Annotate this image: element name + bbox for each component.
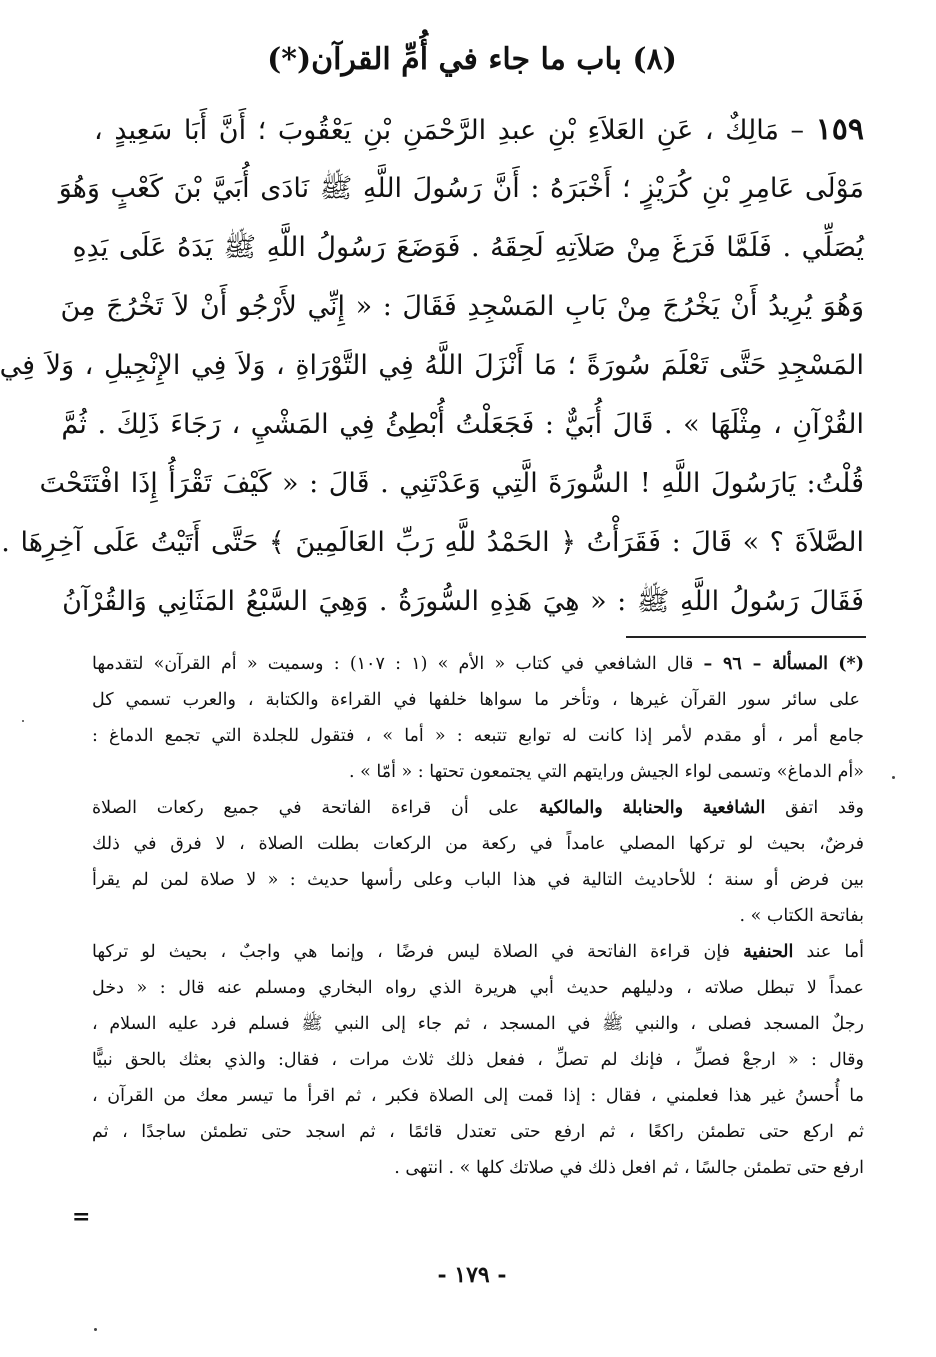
- hadith-line-3: يُصَلِّي . فَلَمَّا فَرَغَ مِنْ صَلاَتِهِ لَحِقَهُ . فَوَضَعَ رَسُولُ اللَّهِ ﷺ يَدَهُ عَلَى يَدِهِ: [72, 232, 864, 263]
- madhab-term: والحنابلة: [622, 798, 684, 818]
- chapter-title: (٨) باب ما جاء في أُمِّ القرآن(*): [267, 42, 677, 77]
- footnote-line-9: أما عند الحنفية فإن قراءة الفاتحة في الصلاة ليس فرضًا ، وإنما هي واجبٌ ، بحيث لو تركها: [92, 942, 864, 962]
- scan-speck: [892, 776, 895, 779]
- footnote-line-1-text: قال الشافعي في كتاب « الأم » (١ : ١٠٧) : وسميت « أم القرآن» لتقدمها: [92, 654, 694, 674]
- madhab-term: الحنفية: [743, 942, 794, 962]
- footnote-line-7: بين فرض أو سنة ؛ للأحاديث التالية في هذا الباب وعلى رأسها حديث : « لا صلاة لمن لم يقرأ: [92, 870, 864, 890]
- footnote-separator: [626, 636, 866, 638]
- footnote-line-5: وقد اتفق الشافعية والحنابلة والمالكية على أن قراءة الفاتحة في جميع ركعات الصلاة: [92, 798, 864, 818]
- footnote-line-11: رجلٌ المسجد فصلى ، والنبي ﷺ في المسجد ، ثم جاء إلى النبي ﷺ فسلم فرد عليه السلام ،: [92, 1014, 864, 1034]
- madhab-term: الشافعية: [702, 798, 766, 818]
- hadith-line-1: [94, 100, 864, 159]
- footnote-line-6: فرضٌ، بحيث لو تركها المصلي عامداً في ركعة من الركعات بطلت الصلاة ، لا فرق في ذلك: [92, 834, 864, 854]
- hadith-text: [0, 100, 864, 631]
- madhab-term: والمالكية: [538, 798, 603, 818]
- scan-speck: [22, 720, 24, 722]
- footnote-line-15: ارفع حتى تطمئن جالسًا ، ثم افعل ذلك في صلاتك كلها » . انتهى .: [394, 1158, 864, 1178]
- scan-speck: [94, 1328, 97, 1331]
- page-number: - ١٧٩ -: [437, 1262, 507, 1288]
- footnote-line-14: ثم اركع حتى تطمئن راكعًا ، ثم ارفع حتى تعتدل قائمًا ، ثم اسجد حتى تطمئن ساجدًا ، ثم: [92, 1122, 864, 1142]
- continuation-mark: =: [72, 1204, 91, 1230]
- hadith-number: ١٥٩: [815, 112, 864, 147]
- hadith-line-6: القُرْآنِ ، مِثْلَهَا » . قَالَ أُبَيٌّ : فَجَعَلْتُ أُبْطِئُ فِي المَشْيِ ، رَجَاءَ ذَلِكَ . ثُمَّ: [61, 409, 864, 440]
- hadith-line-8: الصَّلاَةَ ؟ » قَالَ : فَقَرَأْتُ ﴿ الحَمْدُ للَّهِ رَبِّ العَالَمِينَ ﴾ حَتَّى أَتَيْتُ عَلَى آخِرِهَا .: [1, 527, 864, 558]
- footnote-line-12: وقال : « ارجعْ فصلِّ ، فإنك لم تصلِّ ، ففعل ذلك ثلاث مرات ، فقال: والذي بعثك بالحق نبيًّا: [92, 1050, 864, 1070]
- footnotes: [92, 646, 864, 1186]
- hadith-line-1-text: – مَالِكٌ ، عَنِ العَلاَءِ بْنِ عبدِ الرَّحْمَنِ بْنِ يَعْقُوبَ ؛ أَنَّ أَبَا سَعِيدٍ ،: [94, 115, 805, 146]
- footnote-line-3: جامع أمر ، أو مقدم لأمر إذا كانت له توابع تتبعه : « أما » ، فتقول للجلدة التي تجمع الدماغ :: [92, 726, 864, 746]
- footnote-line-8: بفاتحة الكتاب » .: [739, 906, 864, 926]
- footnote-line-1: [92, 646, 864, 682]
- hadith-line-4: وَهُوَ يُرِيدُ أَنْ يَخْرُجَ مِنْ بَابِ المَسْجِدِ فَقَالَ : « إِنِّي لأَرْجُو أَنْ لاَ تَخْرُجَ مِنَ: [60, 291, 864, 322]
- masala-label: المسألة – ٩٦ –: [703, 654, 829, 674]
- hadith-line-5: المَسْجِدِ حَتَّى تَعْلَمَ سُورَةً ؛ مَا أَنْزَلَ اللَّهُ فِي التَّوْرَاةِ ، وَلاَ فِي الإِنْجِيلِ ، وَلاَ فِي: [0, 350, 864, 381]
- hadith-line-7: قُلْتُ: يَارَسُولَ اللَّهِ ! السُّورَةَ الَّتِي وَعَدْتَنِي . قَالَ : « كَيْفَ تَقْرَأُ إِذَا افْتَتَحْتَ: [39, 468, 864, 499]
- footnote-line-10: عمداً لا تبطل صلاته ، ودليلهم حديث أبي هريرة الذي رواه البخاري ومسلم عنه قال : « دخل: [92, 978, 864, 998]
- footnote-marker: (*): [838, 654, 864, 674]
- footnote-line-13: ما أُحسنُ غير هذا فعلمني ، فقال : إذا قمت إلى الصلاة فكبر ، ثم اقرأ ما تيسر معك من القرآن ،: [92, 1086, 864, 1106]
- footnote-line-2: على سائر سور القرآن غيرها ، وتأخر ما سواها خلفها في القراءة والكتابة ، والعرب تسمي كل: [92, 690, 860, 710]
- footnote-line-4: «أم الدماغ» وتسمى لواء الجيش ورايتهم التي يجتمعون تحتها : « أمّا » .: [348, 762, 864, 782]
- hadith-line-2: مَوْلَى عَامِرِ بْنِ كُرَيْزٍ ؛ أَخْبَرَهُ : أَنَّ رَسُولَ اللَّهِ ﷺ نَادَى أُبَيَّ بْنَ كَعْبٍ وَهُوَ: [58, 173, 864, 204]
- hadith-line-9: فَقَالَ رَسُولُ اللَّهِ ﷺ : « هِيَ هَذِهِ السُّورَةُ . وَهِيَ السَّبْعُ المَثَانِي وَالقُرْآنُ: [62, 586, 864, 617]
